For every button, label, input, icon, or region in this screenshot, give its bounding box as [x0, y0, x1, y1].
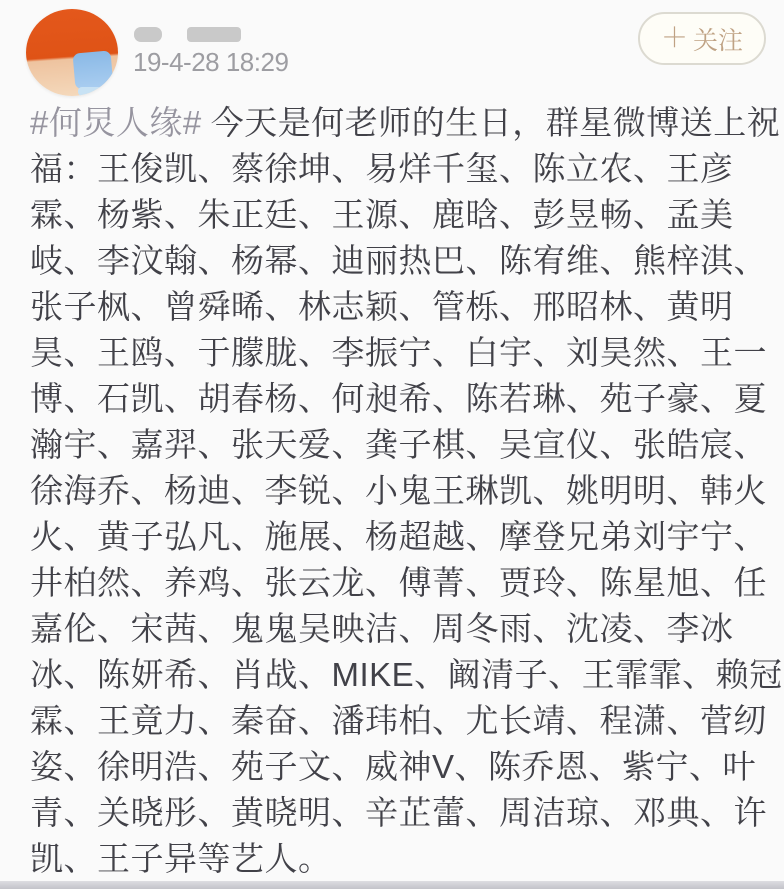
- post-text-line: 青、关晓彤、黄晓明、辛芷蕾、周洁琼、邓典、许: [30, 794, 767, 831]
- post-text-line: 火、黄子弘凡、施展、杨超越、摩登兄弟刘宇宁、: [30, 518, 767, 555]
- avatar-blue-shape: [73, 50, 114, 89]
- username-redacted-block-1: [134, 27, 162, 42]
- post-text-line: 瀚宇、嘉羿、张天爱、龚子棋、吴宣仪、张皓宸、: [30, 426, 767, 463]
- follow-button[interactable]: [638, 12, 766, 65]
- post-text-line: 姿、徐明浩、苑子文、威神V、陈乔恩、紫宁、叶: [30, 748, 757, 785]
- avatar-blue-tab: [78, 87, 102, 96]
- hashtag-link[interactable]: #何炅人缘#: [30, 104, 202, 141]
- avatar[interactable]: [26, 9, 118, 96]
- username-redacted-block-2: [187, 27, 241, 42]
- post-text-line: [30, 100, 781, 146]
- post-text-line: 昊、王鸥、于朦胧、李振宁、白宇、刘昊然、王一: [30, 334, 767, 371]
- post-text-line: 嘉伦、宋茜、鬼鬼吴映洁、周冬雨、沈凌、李冰: [30, 610, 734, 647]
- post-text-line: 福：王俊凯、蔡徐坤、易烊千玺、陈立农、王彦: [30, 150, 734, 187]
- post-text-line: 凯、王子异等艺人。: [30, 840, 332, 877]
- plus-icon: ＋: [660, 23, 688, 53]
- post-text-line: 张子枫、曾舜晞、林志颖、管栎、邢昭林、黄明: [30, 288, 734, 325]
- post-text: [30, 100, 783, 882]
- post-text-line: 徐海乔、杨迪、李锐、小鬼王琳凯、姚明明、韩火: [30, 472, 767, 509]
- post-text-line: 井柏然、养鸡、张云龙、傅菁、贾玲、陈星旭、任: [30, 564, 767, 601]
- post-text-first-line: 今天是何老师的生日，群星微博送上祝: [210, 104, 781, 141]
- post-text-line: 霖、王竟力、秦奋、潘玮柏、尤长靖、程潇、菅纫: [30, 702, 767, 739]
- post-text-line: 冰、陈妍希、肖战、MIKE、阚清子、王霏霏、赖冠: [30, 656, 783, 693]
- post-text-line: 岐、李汶翰、杨幂、迪丽热巴、陈宥维、熊梓淇、: [30, 242, 767, 279]
- post-timestamp: 19-4-28 18:29: [133, 47, 289, 77]
- follow-button-label: 关注: [692, 26, 743, 55]
- bottom-edge-strip: [0, 881, 784, 889]
- post-text-line: 霖、杨紫、朱正廷、王源、鹿晗、彭昱畅、孟美: [30, 196, 734, 233]
- post-text-line: 博、石凯、胡春杨、何昶希、陈若琳、苑子豪、夏: [30, 380, 767, 417]
